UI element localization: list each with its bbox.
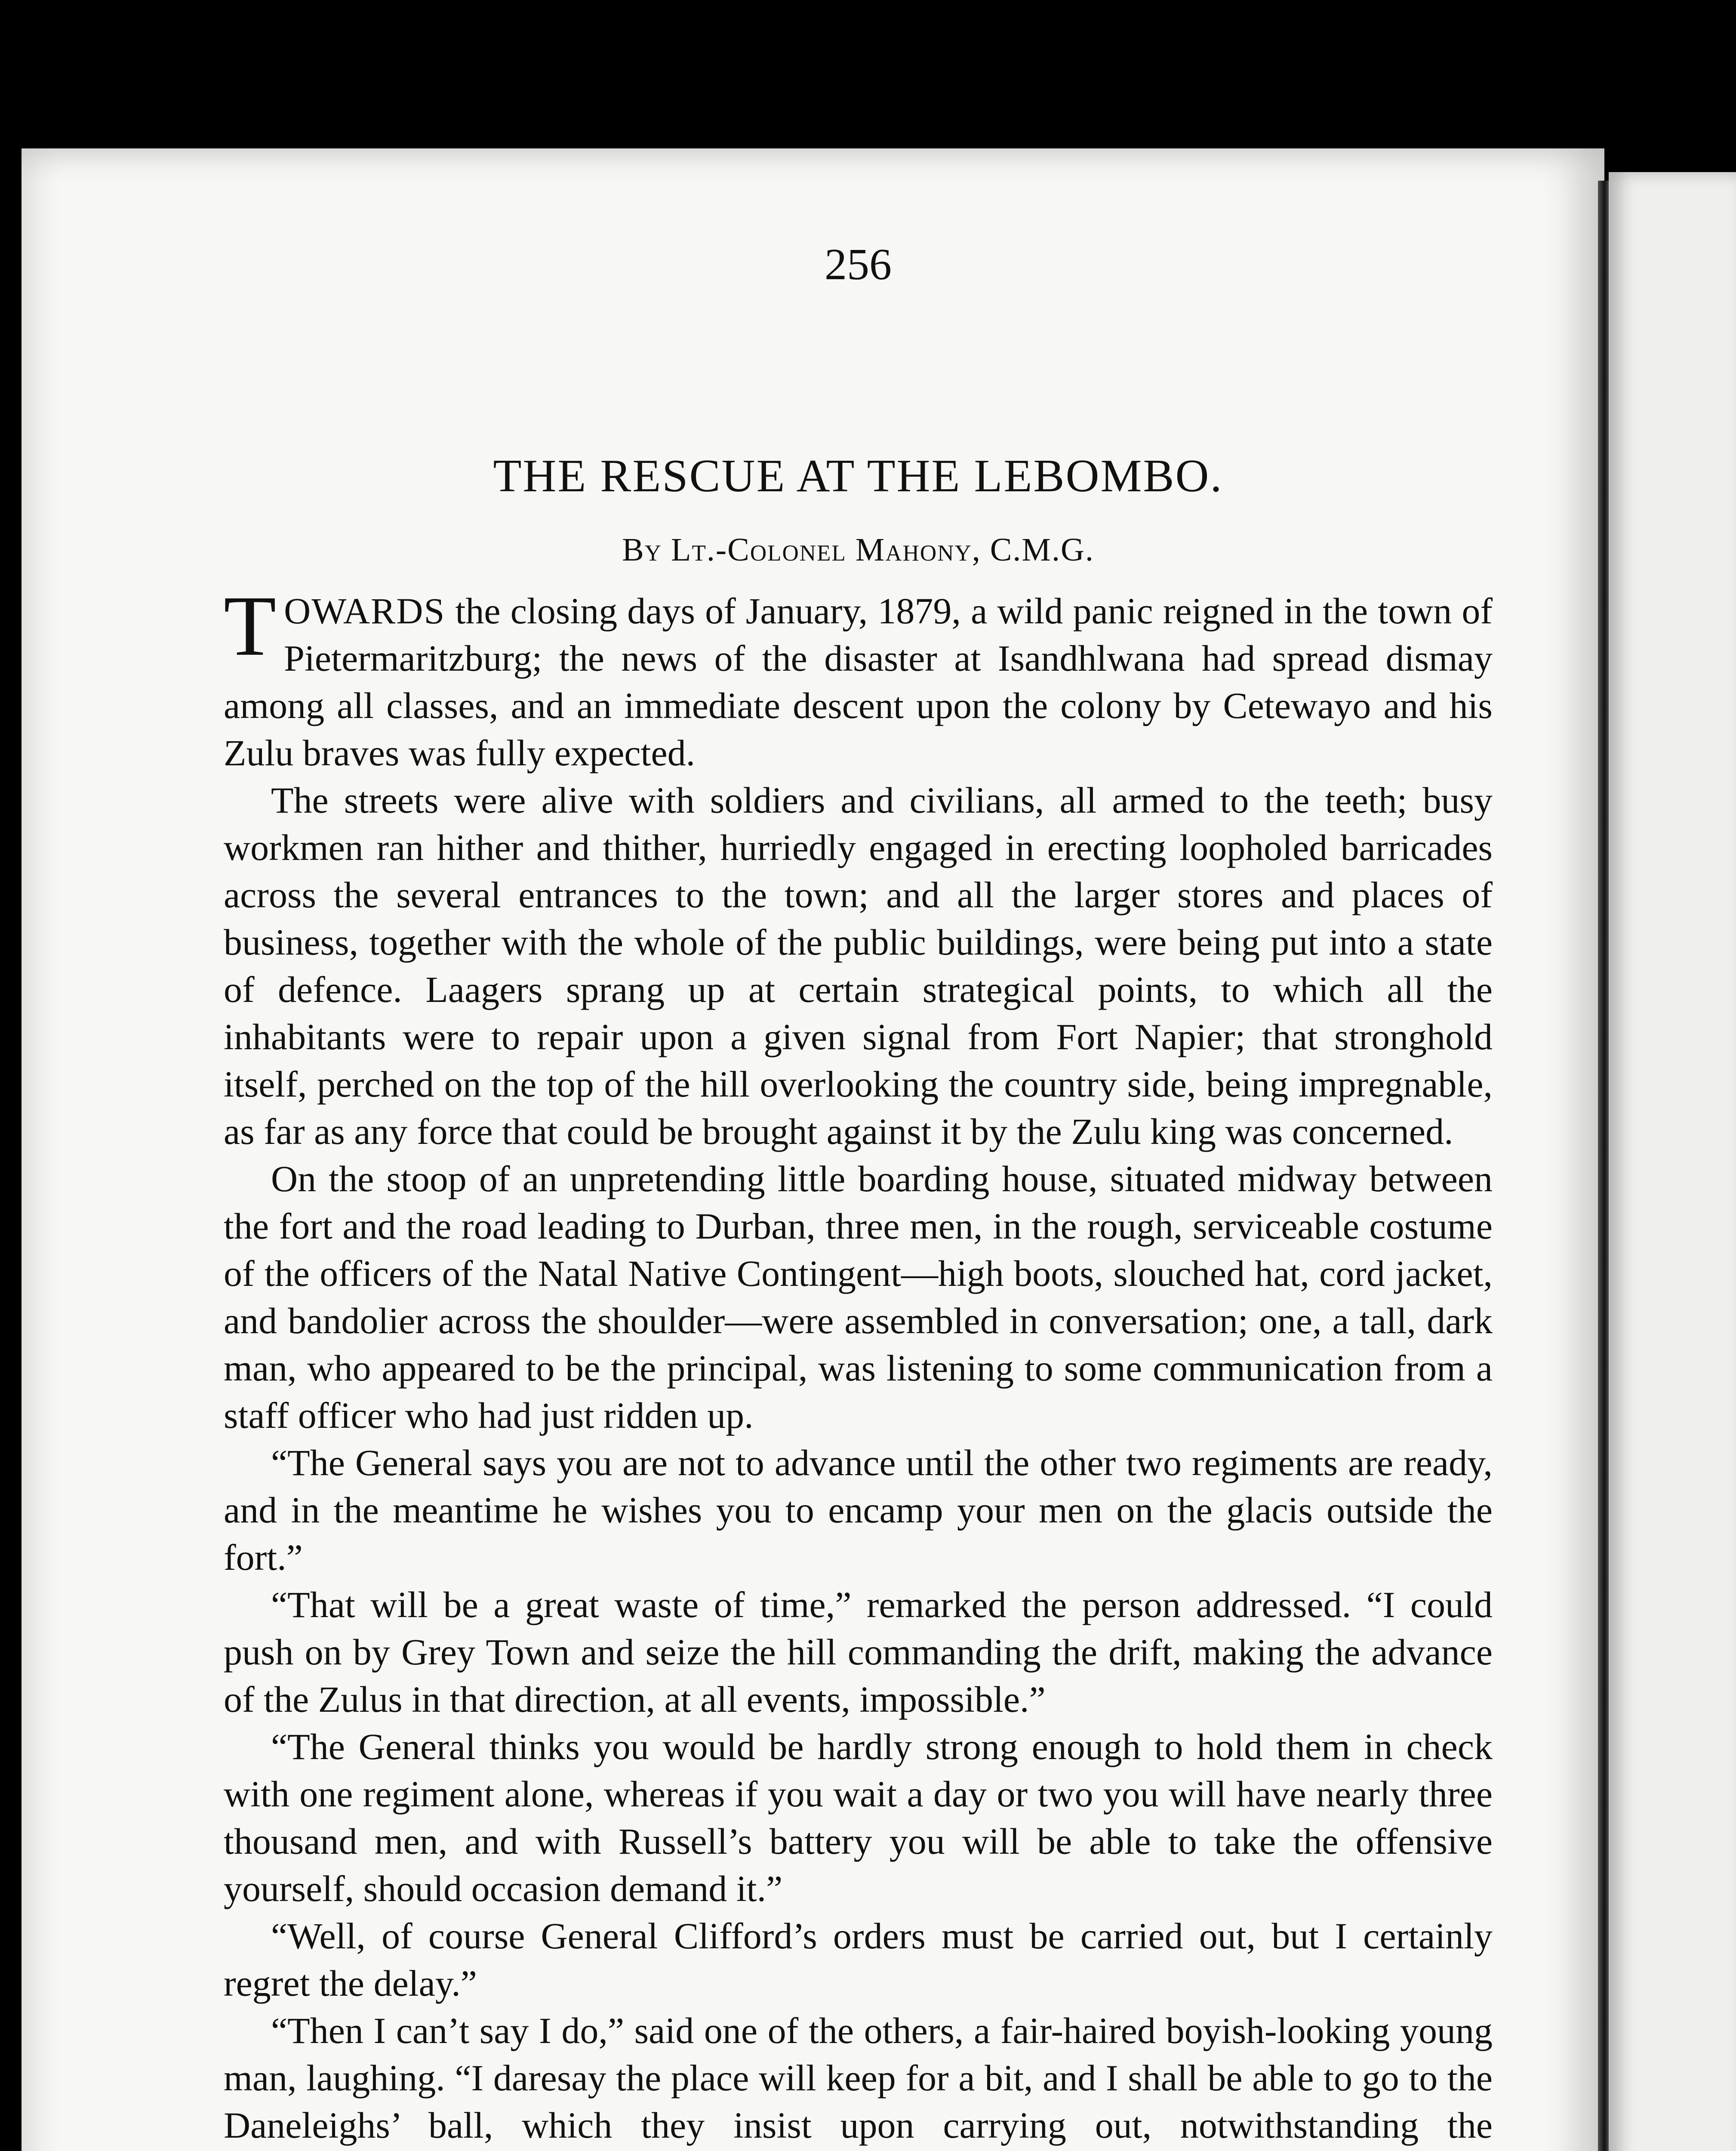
paragraph-4: “The General says you are not to advance until the other two regiments are ready, and in the meantime he wishes you to encamp your men on the glacis outside the fort.” bbox=[224, 1442, 1493, 1578]
paragraph-3: On the stoop of an unpretending little boarding house, situated midway between the fort and the road leading to Durban, three men, in the rough, serviceable costume of the officers of the Natal Native Contingent—high boots, slouched hat, cord jacket, and bandolier across the shoulder—were assembled in conversation; one, a tall, dark man, who appeared to be the principal, was listening to some communication from a staff officer who had just ridden up. bbox=[224, 1158, 1493, 1436]
paragraph-1 bbox=[224, 579, 1493, 777]
paragraph-6: “The General thinks you would be hardly strong enough to hold them in check with one regiment alone, whereas if you wait a day or two you will have nearly three thousand men, and with Russell’s battery you will be able to take the offensive yourself, should occasion demand it.” bbox=[224, 1726, 1493, 1909]
article-body bbox=[224, 579, 1493, 2151]
paragraph-8: “Then I can’t say I do,” said one of the others, a fair-haired boyish-looking young man, laughing. “I daresay the place will keep for a bit, and I shall be able to go to the Daneleighs’ ball, which they insist upon carrying out, notwithstanding the bbox=[224, 2010, 1493, 2146]
drop-cap: T bbox=[224, 579, 277, 674]
opening-word: OWARDS bbox=[284, 590, 446, 632]
facing-page-edge bbox=[1609, 172, 1736, 2151]
article-byline: By Lt.-Colonel Mahony, C.M.G. bbox=[622, 532, 1094, 568]
paragraph-1-text: the closing days of January, 1879, a wild panic reigned in the town of Pietermaritzburg; the news of the disaster at Isandhlwana had spread dismay among all classes, and an immediate descent upon the colony by Cetewayo and his Zulu braves was fully expected. bbox=[224, 590, 1493, 773]
paragraph-5: “That will be a great waste of time,” remarked the person addressed. “I could push on by Grey Town and seize the hill commanding the drift, making the advance of the Zulus in that direction, at all events, impossible.” bbox=[224, 1584, 1493, 1720]
book-page bbox=[22, 148, 1604, 2151]
paragraph-7: “Well, of course General Clifford’s orders must be carried out, but I certainly regret the delay.” bbox=[224, 1915, 1493, 2004]
paragraph-2: The streets were alive with soldiers and civilians, all armed to the teeth; busy workmen ran hither and thither, hurriedly engaged in erecting loopholed barricades across the several entrances to the town; and all the larger stores and places of business, together with the whole of the public buildings, were being put into a state of defence. Laagers sprang up at certain strategical points, to which all the inhabitants were to repair upon a given signal from Fort Napier; that stronghold itself, perched on the top of the hill overlooking the country side, being impregnable, as far as any force that could be brought against it by the Zulu king was concerned. bbox=[224, 780, 1493, 1152]
page-number: 256 bbox=[825, 240, 892, 289]
article-title: THE RESCUE AT THE LEBOMBO. bbox=[493, 450, 1223, 502]
